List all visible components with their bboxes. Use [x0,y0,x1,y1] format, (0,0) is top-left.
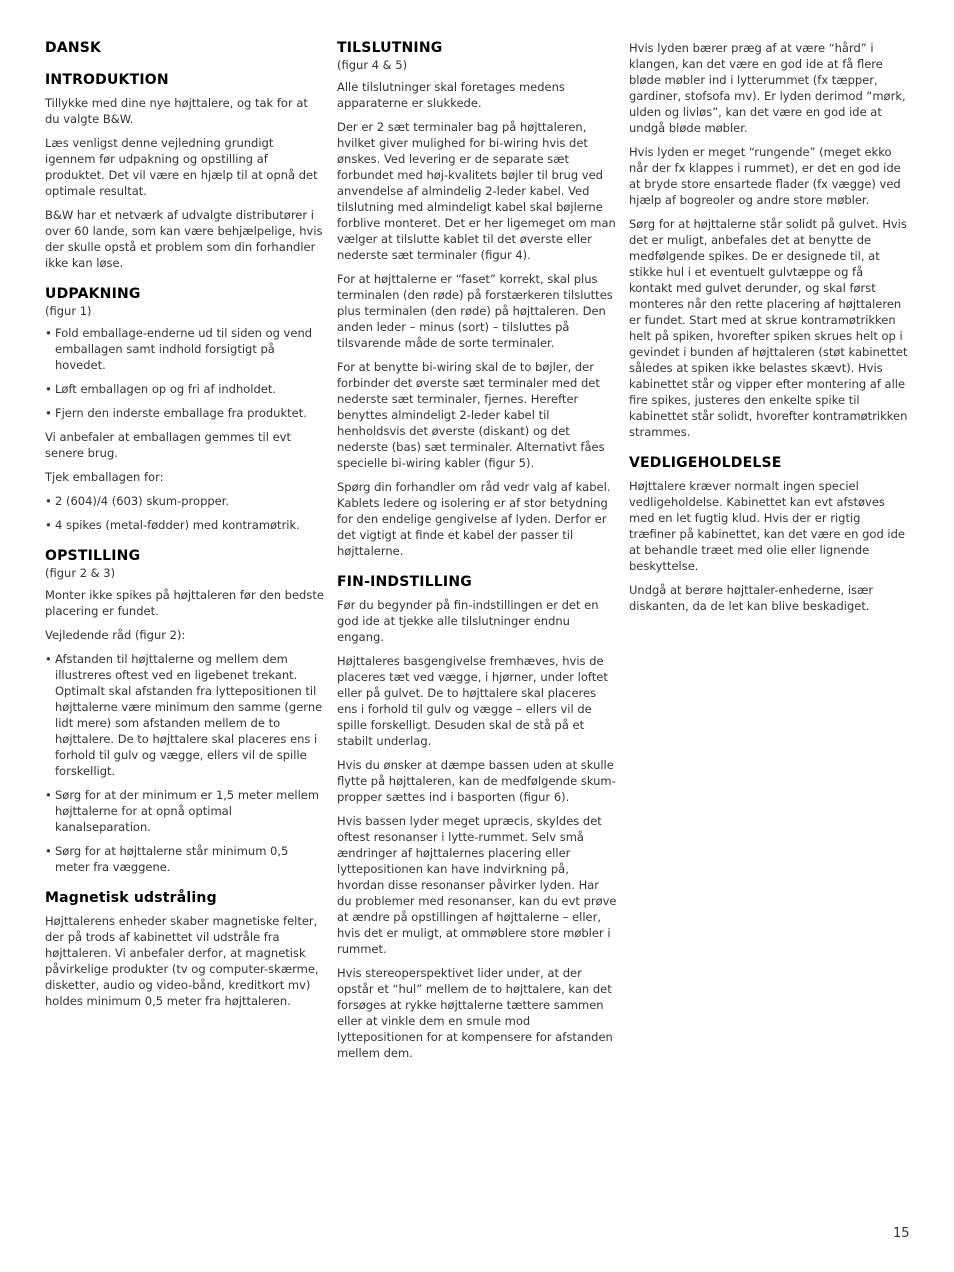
bullet-item: • Sørg for at højttalerne står minimum 0,5 meter fra væggene. [45,843,325,875]
paragraph: Hvis lyden bærer præg af at være “hård” i klangen, kan det være en god ide at få flere bløde møbler ind i lytterummet (fx tæpper, gardiner, stofsofa mv). Er lyden derimod “mørk, ulden og livløs”, kan det være en god ide at undgå bløde møbler. [629,41,906,135]
paragraph: Hvis bassen lyder meget upræcis, skyldes det oftest resonanser i lytte-rummet. Selv små ændringer af højttalernes placering eller lyttepositionen kan have indvirkning på, hvordan disse resonanser påvirker lyden. Har du problemer med resonanser, kan du evt prøve at ændre på opstillingen af højttalerne – eller, hvis det er muligt, at ommøblere store møbler i rummet. [337,814,617,956]
paragraph: Vejledende råd (figur 2): [45,628,186,642]
column-2 [337,40,617,1069]
figure-reference: (figur 4 & 5) [337,58,408,72]
paragraph: For at højttalerne er “faset” korrekt, skal plus terminalen (den røde) på forstærkeren tilsluttes plus terminalen (den røde) på højttaleren. Den anden leder – minus (sort) – tilsluttes på tilsvarende måde de sorte terminaler. [337,272,613,350]
paragraph: Læs venligst denne vejledning grundigt igennem før udpakning og opstilling af produktet. Det vil være en hjælp til at opnå det optimale resultat. [45,136,318,198]
paragraph: Tjek emballagen for: [45,470,164,484]
bullet-item: • Fjern den inderste emballage fra produktet. [45,405,325,421]
heading-magnetisk-udstraaling: Magnetisk udstråling [45,890,217,906]
heading-udpakning: UDPAKNING [45,286,141,302]
bullet-item: • Afstanden til højttalerne og mellem dem illustreres oftest ved en ligebenet trekant. Optimalt skal afstanden fra lyttepositionen til højttalerne være minimum den samme (gerne lidt mere) som afstanden mellem de to højttalere. De to højttalere skal placeres ens i forhold til gulv og vægge, ellers vil de spille forskelligt. [45,651,325,779]
bullet-item: • Sørg for at der minimum er 1,5 meter mellem højttalerne for at opnå optimal kanalseparation. [45,787,325,835]
paragraph: Spørg din forhandler om råd vedr valg af kabel. Kablets ledere og isolering er af stor betydning for den endelige gengivelse af lyden. Derfor er det vigtigt at finde et kabel der passer til højttalerne. [337,480,611,558]
paragraph: Monter ikke spikes på højttaleren før den bedste placering er fundet. [45,588,324,618]
heading-vedligeholdelse: VEDLIGEHOLDELSE [629,455,782,471]
paragraph: Der er 2 sæt terminaler bag på højttaleren, hvilket giver mulighed for bi-wiring hvis det ønskes. Ved levering er de separate sæt forbundet med høj-kvalitets bøjler til brug ved anvendelse af almindelig 2-leder kabel. Ved tilslutning med almindeligt kabel skal bøjlerne forblive monteret. Det er her ligemeget om man vælger at tilslutte kablet til det øverste eller nederste sæt terminaler (figur 4). [337,120,616,262]
section-introduktion [45,72,325,271]
figure-reference: (figur 1) [45,304,92,318]
bullet-item: • 4 spikes (metal-fødder) med kontramøtrik. [45,517,325,533]
heading-fin-indstilling: FIN-INDSTILLING [337,574,472,590]
bullet-item: • Fold emballage-enderne ud til siden og vend emballagen samt indhold forsigtigt på hovedet. [45,325,325,373]
section-opstilling [45,548,325,875]
paragraph: Hvis lyden er meget “rungende” (meget ekko når der fx klappes i rummet), er det en god ide at bryde store ensartede flader (fx vægge) ved hjælp af bogreoler og andre store møbler. [629,145,901,207]
heading-tilslutning: TILSLUTNING [337,40,443,56]
figure-reference: (figur 2 & 3) [45,566,116,580]
section-udpakning [45,286,325,533]
section-tilslutning [337,40,617,559]
bullet-item: • Løft emballagen op og fri af indholdet. [45,381,325,397]
bullet-item: • 2 (604)/4 (603) skum-propper. [45,493,325,509]
column-1 [45,40,325,1017]
paragraph: B&W har et netværk af udvalgte distributører i over 60 lande, som kan være behjælpelige, hvis der skulle opstå et problem som din forhandler ikke kan løse. [45,208,323,270]
paragraph: Hvis stereoperspektivet lider under, at der opstår et “hul” mellem de to højttalere, kan det forsøges at rykke højttalerne tættere sammen eller at vinkle dem en smule mod lyttepositionen for at kompensere for afstanden mellem dem. [337,966,613,1060]
paragraph: Højttalerens enheder skaber magnetiske felter, der på trods af kabinettet vil udstråle fra højttaleren. Vi anbefaler derfor, at magnetisk påvirkelige produkter (tv og computer-skærme, disketter, audio og video-bånd, kreditkort mv) holdes minimum 0,5 meter fra højttaleren. [45,914,319,1008]
paragraph: For at benytte bi-wiring skal de to bøjler, der forbinder det øverste sæt terminaler med det nederste sæt terminaler, fjernes. Herefter benyttes almindeligt 2-leder kabel til henholdsvis det øverste (diskant) og det nederste (bas) sæt terminaler. Alternativt fåes specielle bi-wiring kabler (figur 5). [337,360,605,470]
section-magnetisk-udstraaling [45,890,325,1009]
language-heading: DANSK [45,40,102,56]
paragraph: Alle tilslutninger skal foretages medens apparaterne er slukkede. [337,80,565,110]
paragraph: Undgå at berøre højttaler-enhederne, især diskanten, da de let kan blive beskadiget. [629,583,874,613]
heading-opstilling: OPSTILLING [45,548,141,564]
column-3 [629,40,909,622]
paragraph: Hvis du ønsker at dæmpe bassen uden at skulle flytte på højttaleren, kan de medfølgende skum-propper sættes ind i basporten (figur 6). [337,758,616,804]
heading-introduktion: INTRODUKTION [45,72,169,88]
paragraph: Tillykke med dine nye højttalere, og tak for at du valgte B&W. [45,96,308,126]
page-number: 15 [893,1226,910,1241]
paragraph: Vi anbefaler at emballagen gemmes til evt senere brug. [45,430,291,460]
paragraph: Sørg for at højttalerne står solidt på gulvet. Hvis det er muligt, anbefales det at benytte de medfølgende spikes. De er designede til, at stikke hul i et eventuelt gulvtæppe og få kontakt med gulvet derunder, og skal først monteres når den rette placering af højttaleren er fundet. Start med at skrue kontramøtrikken helt på spiken, hvorefter spiken skrues helt op i gevindet i bunden af højttaleren (støt kabinettet således at spiken ikke belastes skævt). Hvis kabinettet står og vipper efter montering af alle fire spikes, justeres den enkelte spike til kabinettet står solidt, hvorefter kontramøtrikken strammes. [629,217,908,439]
paragraph: Før du begynder på fin-indstillingen er det en god ide at tjekke alle tilslutninger endnu engang. [337,598,599,644]
section-fin-indstilling [337,574,617,1061]
paragraph: Højttaleres basgengivelse fremhæves, hvis de placeres tæt ved vægge, i hjørner, under loftet eller på gulvet. De to højttalere skal placeres ens i forhold til gulv og vægge – ellers vil de spille forskelligt. Desuden skal de stå på et stabilt underlag. [337,654,608,748]
paragraph: Højttalere kræver normalt ingen speciel vedligeholdelse. Kabinettet kan evt afstøves med en let fugtig klud. Hvis der er rigtig træfiner på kabinettet, kan det være en god ide at behandle træet med olie eller lignende beskyttelse. [629,479,905,573]
section-vedligeholdelse [629,455,909,614]
